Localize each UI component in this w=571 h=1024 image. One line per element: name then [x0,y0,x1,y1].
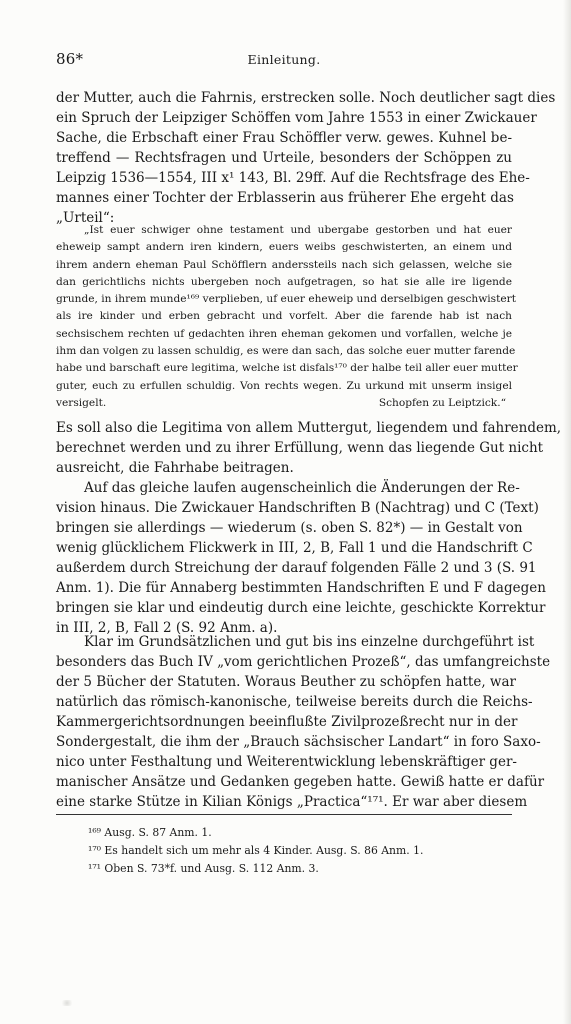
quote-line: ihrem andern eheman Paul Schöfflern anderssteils nach sich gelassen, welche sie [56,258,512,271]
paragraph-1 [56,88,556,228]
quote-line: sechsischem rechten uf gedachten ihren eheman gekomen und vorfallen, welche je [56,327,512,340]
text-line: nico unter Festhaltung und Weiterentwicklung lebenskräftiger ger- [56,754,517,770]
text-line: bringen sie allerdings — wiederum (s. oben S. 82*) — in Gestalt von [56,520,523,536]
text-line: Kammergerichtsordnungen beeinflußte Zivilprozeßrecht nur in der [56,714,518,730]
quote-line: eheweip sampt andern iren kindern, euers weibs geschwisterten, an einem und [56,241,512,254]
footnote-rule [56,814,512,815]
text-line: eine starke Stütze in Kilian Königs „Practica“¹⁷¹. Er war aber diesem [56,794,528,810]
text-line: berechnet werden und zu ihrer Erfüllung, wenn das liegende Gut nicht [56,440,544,456]
text-line: mannes einer Tochter der Erblasserin aus früherer Ehe ergeht das [56,190,514,206]
quote-closing-left: versigelt. [56,396,107,409]
text-line: treffend — Rechtsfragen und Urteile, besonders der Schöppen zu [56,150,512,166]
text-line: außerdem durch Streichung der darauf folgenden Fälle 2 und 3 (S. 91 [56,560,537,576]
text-line: in III, 2, B, Fall 2 (S. 92 Anm. a). [56,620,278,636]
quote-signature: Schopfen zu Leiptzick.“ [378,396,506,409]
text-line: Leipzig 1536—1554, III x¹ 143, Bl. 29ff. Auf die Rechtsfrage des Ehe- [56,170,530,186]
quote-line: „Ist euer schwiger ohne testament und ubergabe gestorben und hat euer [84,224,512,236]
text-line: Anm. 1). Die für Annaberg bestimmten Handschriften E und F dagegen [56,580,546,596]
text-line: der 5 Bücher der Statuten. Woraus Beuther zu schöpfen hatte, war [56,674,516,690]
quote-line: habe und barschaft eure legitima, welche ist disfals¹⁷⁰ der halbe teil aller euer mutter [56,362,518,375]
text-line: ausreicht, die Fahrhabe beitragen. [56,460,294,476]
block-quote [56,222,518,412]
quote-closing-line [56,395,512,412]
running-title: Einleitung. [247,52,321,67]
text-line: Sache, die Erbschaft einer Frau Schöffler verw. gewes. Kuhnel be- [56,130,512,146]
footnotes [88,824,508,878]
text-line: natürlich das römisch-kanonische, teilweise bereits durch die Reichs- [56,694,533,710]
text-line: Sondergestalt, die ihm der „Brauch sächsischer Landart“ in foro Saxo- [56,734,541,750]
text-line: der Mutter, auch die Fahrnis, erstrecken solle. Noch deutlicher sagt dies [56,90,556,106]
quote-line: grunde, in ihrem munde¹⁶⁹ verplieben, uf euer eheweip und derselbigen geschwistert [56,293,516,306]
paper-speck [60,1000,74,1006]
page-header [56,50,512,70]
text-line: Es soll also die Legitima von allem Muttergut, liegendem und fahrendem, [56,420,562,436]
quote-line: guter, euch zu erfullen schuldig. Von rechts wegen. Zu urkund mit unserm insigel [56,379,512,392]
text-line: wenig glücklichem Flickwerk in III, 2, B, Fall 1 und die Handschrift C [56,540,533,556]
page-number: 86* [56,50,84,68]
quote-line: ihm dan volgen zu lassen schuldig, es were dan sach, das solche euer mutter farende [56,345,516,358]
text-line: manischer Ansätze und Gedanken gegeben hatte. Gewiß hatte er dafür [56,774,545,790]
paragraph-3 [56,478,546,638]
paragraph-2 [56,418,562,478]
text-line: besonders das Buch IV „vom gerichtlichen Prozeß“, das umfangreichste [56,654,551,670]
text-line: Klar im Grundsätzlichen und gut bis ins einzelne durchgeführt ist [84,634,535,650]
text-line: Auf das gleiche laufen augenscheinlich die Änderungen der Re- [84,480,520,496]
quote-line: dan gerichtlichs nichts ubergeben noch aufgetragen, so hat sie alle ire ligende [56,275,512,288]
quote-line: als ire kinder und erben gebracht und vorfelt. Aber die farende hab ist nach [56,310,512,323]
text-line: vision hinaus. Die Zwickauer Handschriften B (Nachtrag) und C (Text) [56,500,539,516]
footnote-169: ¹⁶⁹ Ausg. S. 87 Anm. 1. [88,826,212,839]
text-line: „Urteil“: [56,210,115,226]
text-line: bringen sie klar und eindeutig durch eine leichte, geschickte Korrektur [56,600,546,616]
footnote-170: ¹⁷⁰ Es handelt sich um mehr als 4 Kinder. Ausg. S. 86 Anm. 1. [88,844,424,857]
page-edge-shadow [563,0,571,1024]
text-line: ein Spruch der Leipziger Schöffen vom Jahre 1553 in einer Zwickauer [56,110,537,126]
paragraph-4 [56,632,551,812]
footnote-171: ¹⁷¹ Oben S. 73*f. und Ausg. S. 112 Anm. 3. [88,862,319,875]
